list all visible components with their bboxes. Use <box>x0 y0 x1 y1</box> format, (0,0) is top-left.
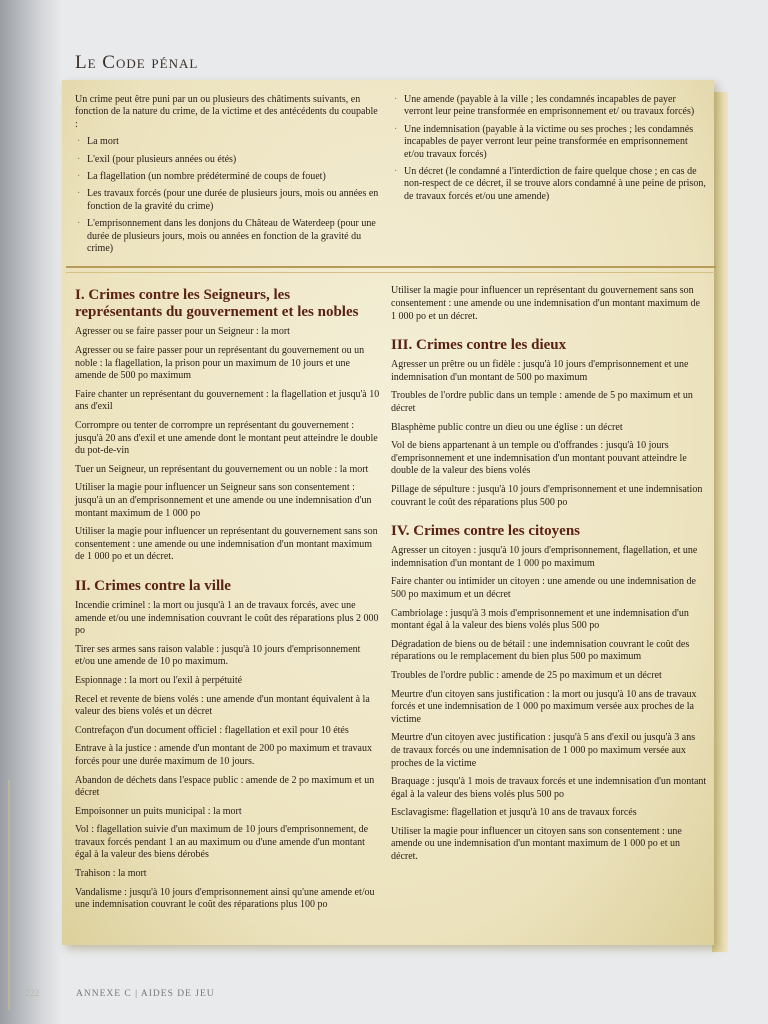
punishment-item: · Une indemnisation (payable à la victime ou ses proches ; les condamnés incapables de payer verront leur peine transformée en emprisonnement et/ou travaux forcés) <box>392 124 707 161</box>
crime-entry: Utiliser la magie pour influencer un Seigneur sans son consentement : jusqu'à un an d'emprisonnement et une amende ou une indemnisation d'un montant maximum de 1 000 po <box>75 482 372 519</box>
crime-entry: Entrave à la justice : amende d'un montant de 200 po maximum et travaux forcés pour une durée maximum de 10 jours. <box>75 743 372 767</box>
crime-entry: Braquage : jusqu'à 1 mois de travaux forcés et une indemnisation d'un montant égal à la valeur des biens volés plus 500 po <box>391 776 707 800</box>
section-heading: I. Crimes contre les Seigneurs, les représentants du gouvernement et les nobles <box>75 287 359 321</box>
crime-entry: Empoisonner un puits municipal : la mort <box>75 805 242 817</box>
page-title: Le Code pénal <box>75 52 199 73</box>
crime-entry: Troubles de l'ordre public dans un temple : amende de 5 po maximum et un décret <box>391 390 693 415</box>
crime-entry: Contrefaçon d'un document officiel : flagellation et exil pour 10 étés <box>75 724 349 736</box>
crime-entry: Esclavagisme: flagellation et jusqu'à 10 ans de travaux forcés <box>391 807 637 819</box>
punishment-item: · Un décret (le condamné a l'interdiction de faire quelque chose ; en cas de non-respect de ce décret, il se trouve alors condamné à une peine de prison, de travaux forcés et/ou une amende) <box>392 166 707 203</box>
spacer <box>391 329 707 335</box>
crime-entry: Vol de biens appartenant à un temple ou d'offrandes : jusqu'à 10 jours d'emprisonnement et une indemnisation d'un montant pouvant atteindre le double de la valeur des biens volés <box>391 440 687 477</box>
crime-entry: Meurtre d'un citoyen sans justification : la mort ou jusqu'à 10 ans de travaux forcés et une indemnisation de 1 000 po maximum versée aux proches de la victime <box>391 688 697 725</box>
crime-entry: Trahison : la mort <box>75 868 147 880</box>
crime-entry: Dégradation de biens ou de bétail : une indemnisation couvrant le coût des réparations ou le remplacement du bien plus 500 po maximum <box>391 638 690 663</box>
crime-entry: Espionnage : la mort ou l'exil à perpétuité <box>75 674 243 686</box>
crime-entry: Utiliser la magie pour influencer un citoyen sans son consentement : une amende ou une indemnisation d'un montant maximum de 1 000 po et un décret. <box>391 825 682 863</box>
punishment-item: · La flagellation (un nombre prédéterminé de coups de fouet) <box>75 171 380 183</box>
crime-entry: Troubles de l'ordre public : amende de 25 po maximum et un décret <box>391 669 662 681</box>
section-heading: III. Crimes contre les dieux <box>391 337 567 354</box>
intro-box <box>75 94 707 260</box>
page-content <box>75 94 707 918</box>
spacer <box>75 570 381 576</box>
punishment-list <box>75 136 380 255</box>
section-heading: IV. Crimes contre les citoyens <box>391 523 580 540</box>
crime-entry: Vol : flagellation suivie d'un maximum de 10 jours d'emprisonnement, de travaux forcés pendant 1 an au maximum ou d'une amende d'un montant égal à la valeur des biens dérobés <box>75 824 369 861</box>
punishment-item: · L'exil (pour plusieurs années ou étés) <box>75 154 380 166</box>
running-head: ANNEXE C | AIDES DE JEU <box>76 989 215 999</box>
punishment-item: · L'emprisonnement dans les donjons du Château de Waterdeep (pour une durée de plusieurs jours, mois ou années en fonction de la gravité du crime) <box>75 218 380 255</box>
punishment-list <box>392 94 707 203</box>
crime-entry: Recel et revente de biens volés : une amende d'un montant équivalent à la valeur des biens volés et un décret <box>75 693 370 718</box>
crime-entry: Corrompre ou tenter de corrompre un représentant du gouvernement : jusqu'à 20 ans d'exil et une amende dont le montant peut atteindre le double du pot-de-vin <box>75 420 378 457</box>
spacer <box>391 515 707 521</box>
crime-entry: Faire chanter ou intimider un citoyen : une amende ou une indemnisation de 500 po maximum et un décret <box>391 576 696 600</box>
crime-entry: Pillage de sépulture : jusqu'à 10 jours d'emprisonnement et une indemnisation couvrant le coût des réparations plus 500 po <box>391 484 703 508</box>
section-heading: II. Crimes contre la ville <box>75 577 231 594</box>
crime-entry: Utiliser la magie pour influencer un représentant du gouvernement sans son consentement : une amende ou une indemnisation d'un montant maximum de 1 000 po et un décret. <box>75 526 378 563</box>
columns <box>75 285 707 917</box>
punishment-item: · Les travaux forcés (pour une durée de plusieurs jours, mois ou années en fonction de la gravité du crime) <box>75 188 380 213</box>
intro-text: Un crime peut être puni par un ou plusieurs des châtiments suivants, en fonction de la nature du crime, de la victime et des antécédents du coupable : <box>75 94 378 130</box>
right-column <box>391 285 707 917</box>
crime-entry: Blasphème public contre un dieu ou une église : un décret <box>391 421 623 433</box>
crime-entry: Tirer ses armes sans raison valable : jusqu'à 10 jours d'emprisonnement et/ou une amende de 10 po maximum. <box>75 643 361 668</box>
page-edge-decoration <box>0 0 62 1024</box>
left-column <box>75 285 381 917</box>
crime-entry: Faire chanter un représentant du gouvernement : la flagellation et jusqu'à 10 ans d'exil <box>75 388 380 413</box>
parchment-edge <box>712 92 728 952</box>
crime-entry: Agresser un prêtre ou un fidèle : jusqu'à 10 jours d'emprisonnement et une indemnisation d'un montant de 500 po maximum <box>391 359 689 383</box>
section-divider <box>66 266 716 273</box>
crime-entry: Meurtre d'un citoyen avec justification : jusqu'à 5 ans d'exil ou jusqu'à 3 ans de travaux forcés ou une indemnisation de 1 000 po maximum versée aux proches de la victime <box>391 732 696 769</box>
punishment-item: · Une amende (payable à la ville ; les condamnés incapables de payer verront leur peine transformée en emprisonnement et/ ou travaux forcés) <box>392 94 707 119</box>
crime-entry: Vandalisme : jusqu'à 10 jours d'emprisonnement ainsi qu'une amende et/ou une indemnisation couvrant le coût des réparations plus 100 po <box>75 886 375 911</box>
intro-right <box>392 94 707 260</box>
punishment-item: · La mort <box>75 136 380 148</box>
crime-entry: Incendie criminel : la mort ou jusqu'à 1 an de travaux forcés, avec une amende et/ou une indemnisation couvrant le coût des réparations plus 2 000 po <box>75 599 379 637</box>
crime-entry: Cambriolage : jusqu'à 3 mois d'emprisonnement et une indemnisation d'un montant égal à la valeur des biens volés plus 500 po <box>391 607 689 632</box>
crime-entry: Agresser ou se faire passer pour un représentant du gouvernement ou un noble : la flagellation, la prison pour un maximum de 10 jours et une amende de 500 po maximum <box>75 345 365 382</box>
crime-entry: Utiliser la magie pour influencer un représentant du gouvernement sans son consentement : une amende ou une indemnisation d'un montant maximum de 1 000 po et un décret. <box>391 285 700 322</box>
crime-entry: Tuer un Seigneur, un représentant du gouvernement ou un noble : la mort <box>75 463 369 475</box>
crime-entry: Agresser ou se faire passer pour un Seigneur : la mort <box>75 326 290 338</box>
crime-entry: Abandon de déchets dans l'espace public : amende de 2 po maximum et un décret <box>75 774 375 799</box>
page-number: 222 <box>25 989 40 999</box>
intro-left <box>75 94 380 260</box>
crime-entry: Agresser un citoyen : jusqu'à 10 jours d'emprisonnement, flagellation, et une indemnisation d'un montant de 1 000 po maximum <box>391 545 698 569</box>
